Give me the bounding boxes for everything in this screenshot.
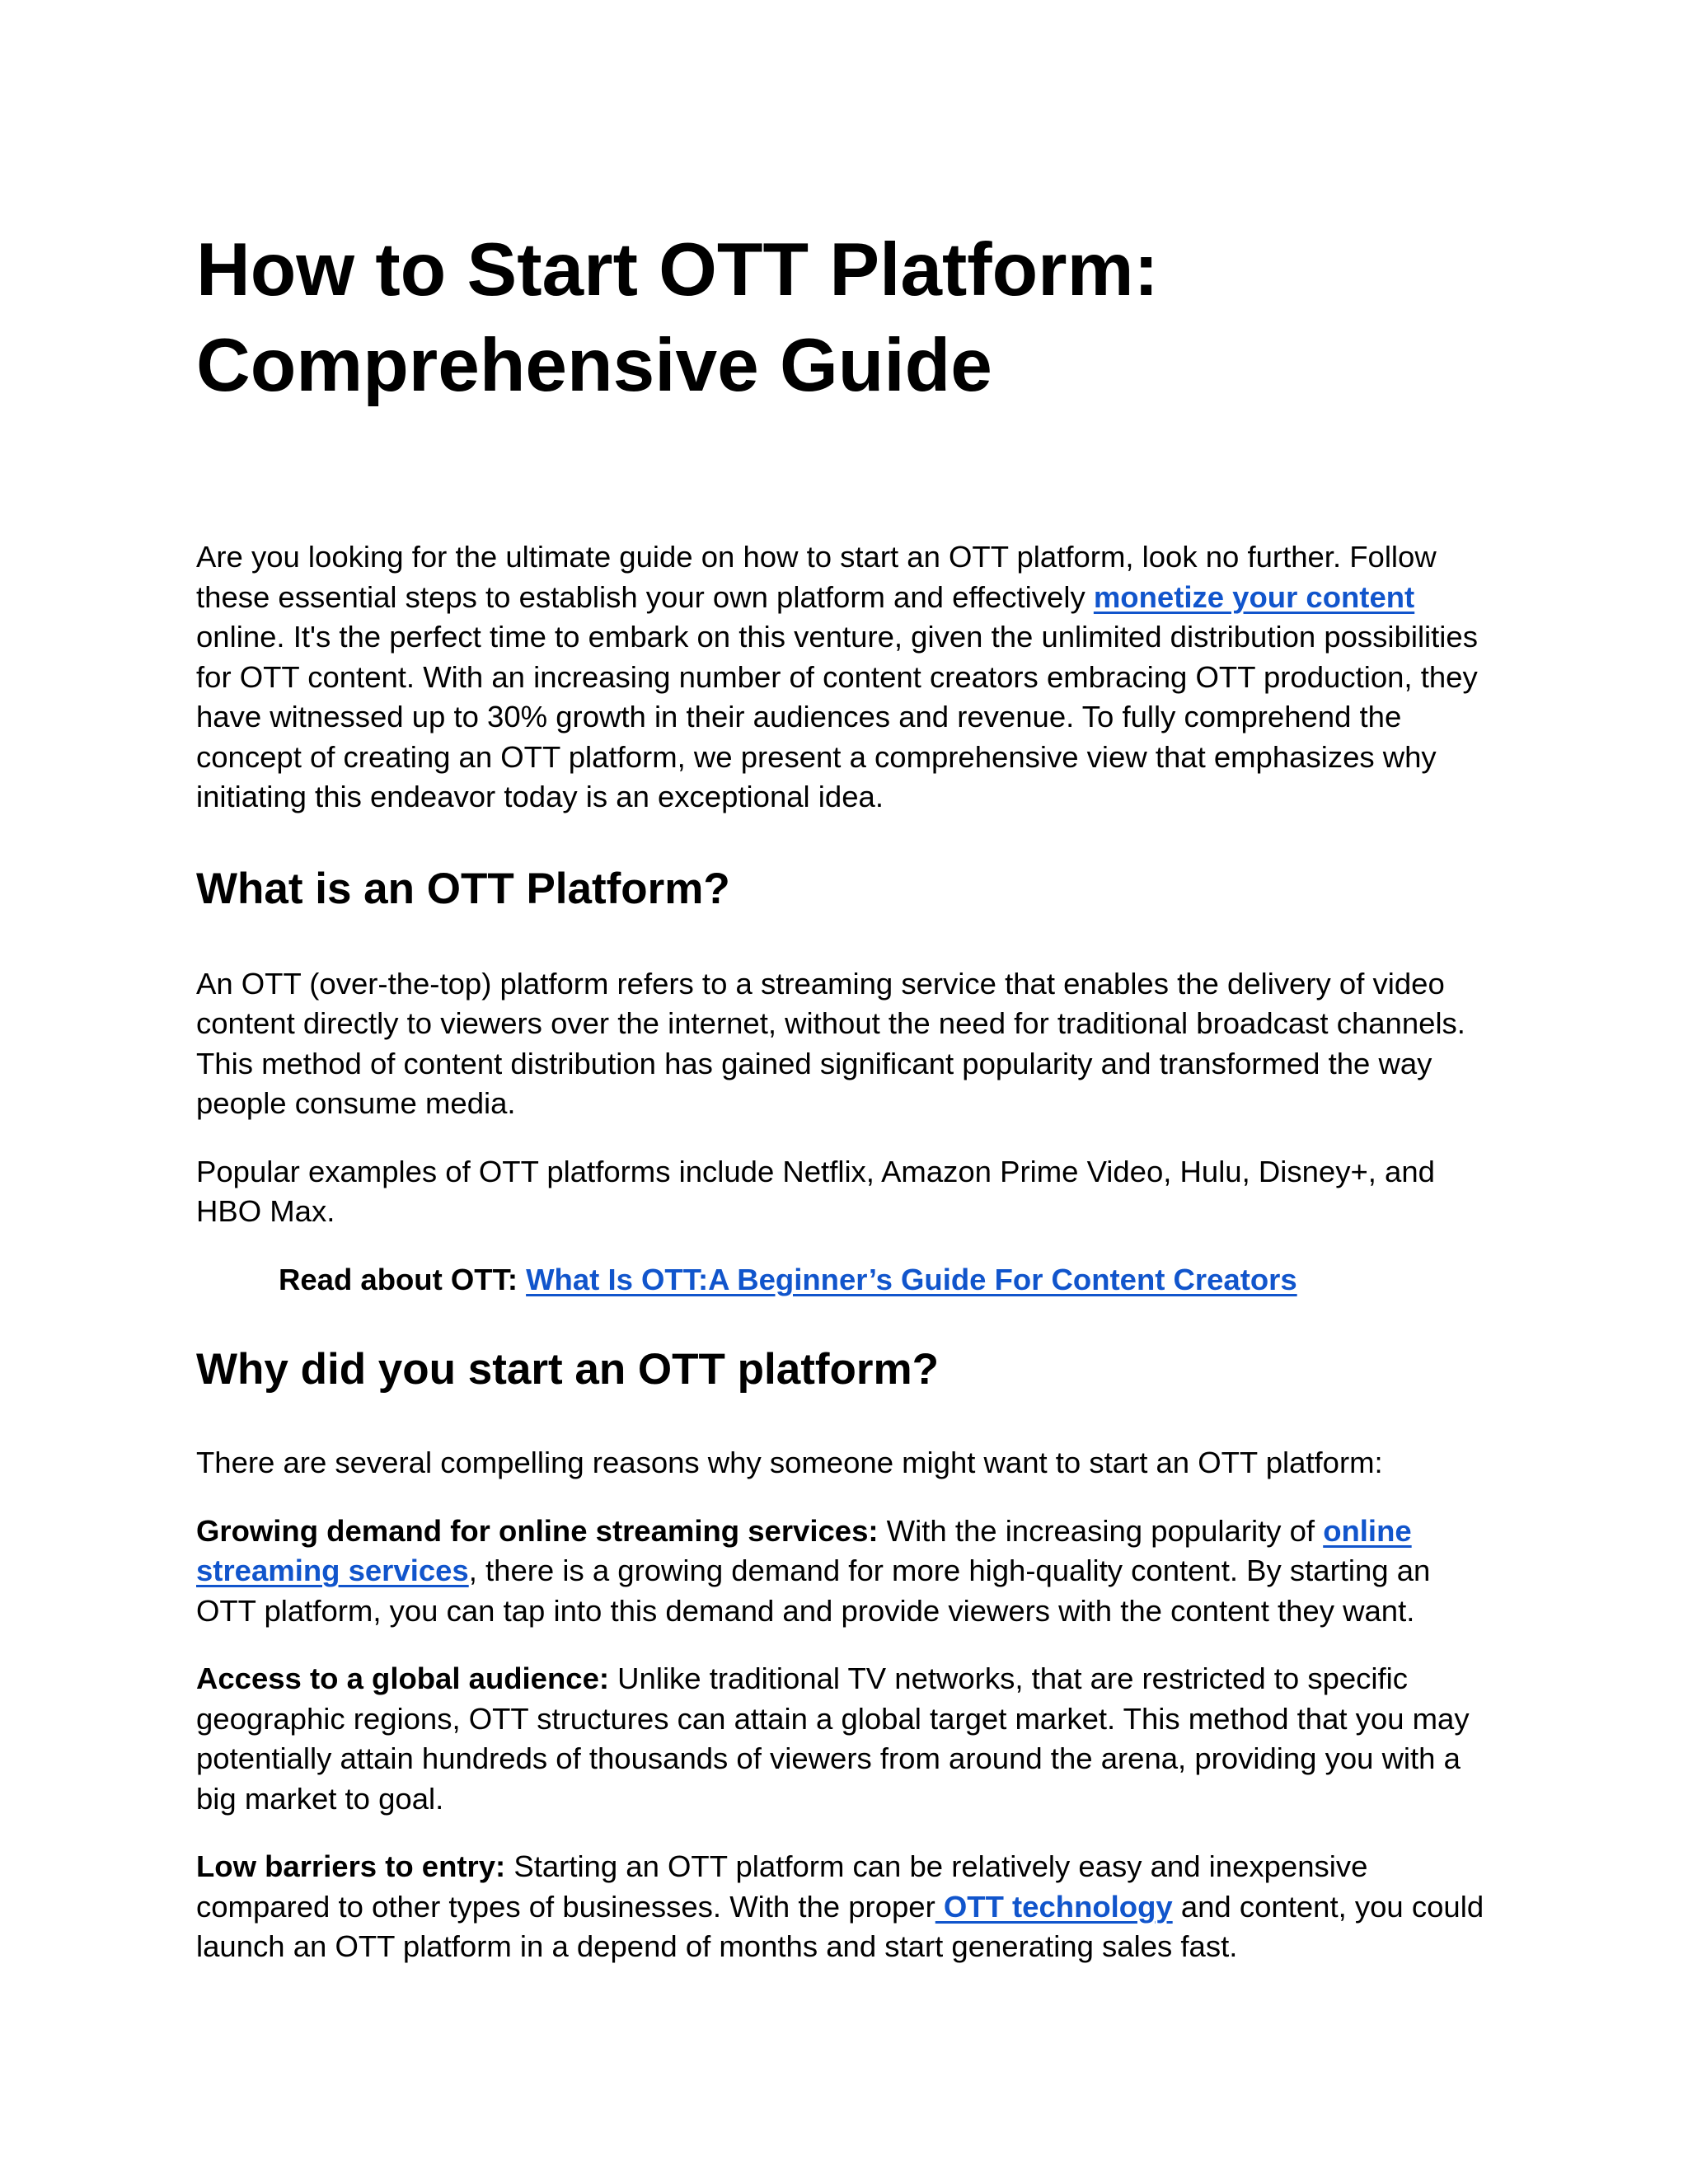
intro-text-end: online. It's the perfect time to embark on this venture, given the unlimited distribution possibilities for OTT content. With an increasing number of content creators embracing OTT production, they have witnessed up to 30% growth in their audiences and revenue. To fully comprehend the concept of creating an OTT platform, we present a comprehensive view that emphasizes why initiating this endeavor today is an exceptional idea. (196, 620, 1478, 813)
section-heading-why-start: Why did you start an OTT platform? (196, 1345, 939, 1394)
reason-growing-demand (196, 1511, 1490, 1632)
ott-definition-paragraph: An OTT (over-the-top) platform refers to a streaming service that enables the delivery of video content directly to viewers over the internet, without the need for traditional broadcast channels. This method of content distribution has gained significant popularity and transformed the way people consume media. (196, 966, 1465, 1120)
document-page (196, 223, 1490, 1967)
reason-text-end: and content, you could launch an OTT platform in a depend of months and start generating sales fast. (196, 1889, 1484, 1963)
intro-paragraph (196, 537, 1490, 818)
monetize-content-link[interactable]: monetize your content (1093, 579, 1415, 614)
reason-text-start: Starting an OTT platform can be relatively easy and inexpensive compared to other types of businesses. With the proper (196, 1849, 1368, 1924)
reason-text: Unlike traditional TV networks, that are restricted to specific geographic regions, OTT structures can attain a global target market. This method that you may potentially attain hundreds of thousands of viewers from around the arena, providing you with a big market to goal. (196, 1661, 1470, 1816)
ott-technology-link[interactable]: OTT technology (935, 1889, 1173, 1924)
online-streaming-services-link[interactable]: online streaming services (196, 1513, 1412, 1587)
reason-text-start: With the increasing popularity of (878, 1513, 1324, 1548)
beginners-guide-link[interactable]: What Is OTT:A Beginner’s Guide For Content Creators (526, 1262, 1297, 1296)
reason-low-barriers (196, 1847, 1490, 1967)
reason-global-audience (196, 1659, 1490, 1819)
read-about-line (279, 1260, 1490, 1301)
reason-label: Growing demand for online streaming services: (196, 1513, 879, 1548)
intro-text-start: Are you looking for the ultimate guide on how to start an OTT platform, look no further. Follow these essential steps to establish your own platform and effectively (196, 540, 1437, 614)
page-title: How to Start OTT Platform: Comprehensive Guide (196, 228, 1159, 407)
reason-label: Low barriers to entry: (196, 1849, 506, 1883)
section-heading-what-is-ott: What is an OTT Platform? (196, 864, 730, 913)
reason-label: Access to a global audience: (196, 1661, 610, 1695)
reasons-intro-paragraph: There are several compelling reasons why someone might want to start an OTT platform: (196, 1446, 1383, 1479)
ott-examples-paragraph: Popular examples of OTT platforms include Netflix, Amazon Prime Video, Hulu, Disney+, and HBO Max. (196, 1154, 1435, 1228)
read-about-label: Read about OTT: (279, 1262, 527, 1296)
reason-text-end: , there is a growing demand for more high-quality content. By starting an OTT platform, you can tap into this demand and provide viewers with the content they want. (196, 1554, 1431, 1628)
